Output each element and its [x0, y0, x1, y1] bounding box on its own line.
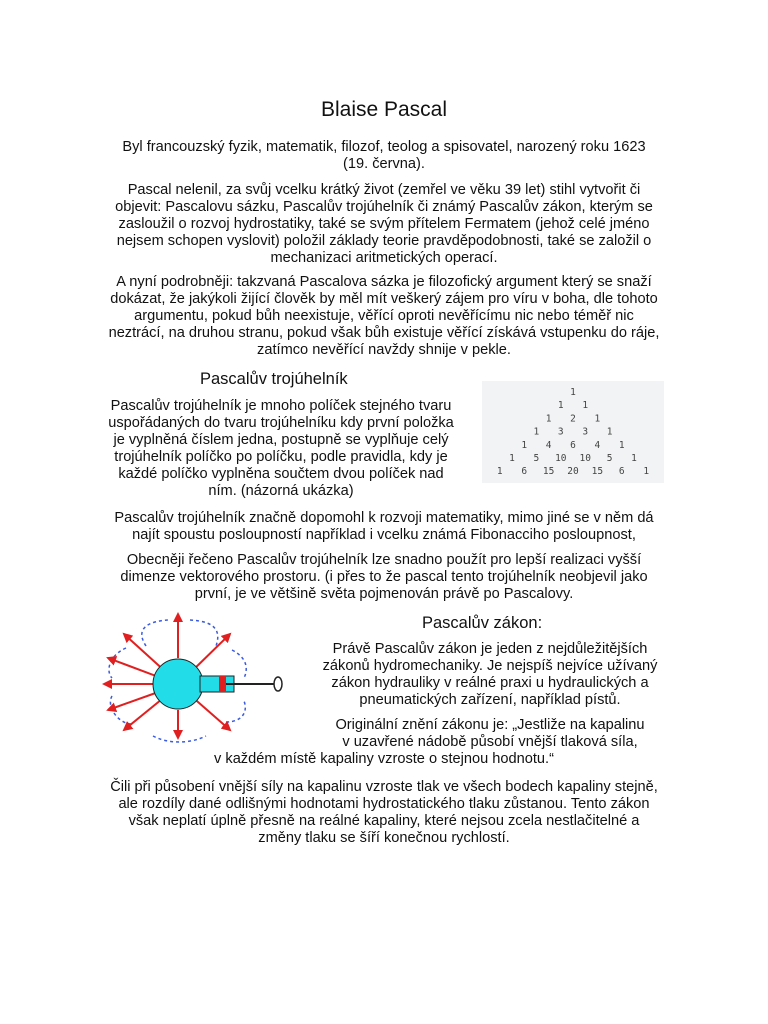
- fibonacci-paragraph: [0, 510, 768, 544]
- triangle-number: 1: [582, 400, 589, 412]
- biography-paragraph: [0, 182, 768, 267]
- text-line: dimenze vektorového prostoru. (i přes to že pascal tento trojúhelník neobjevil jako: [120, 569, 648, 585]
- text-line: ním. (názorná ukázka): [208, 483, 354, 499]
- triangle-number: 1: [618, 439, 625, 451]
- triangle-number: 1: [606, 426, 613, 438]
- text-line: první, je ve většině světa pojmenován právě po Pascalovy.: [194, 586, 574, 602]
- wager-paragraph: [0, 274, 768, 359]
- fluid-vessel: [153, 659, 282, 709]
- text-line: Obecněji řečeno Pascalův trojúhelník lze snadno použít pro lepší realizaci vyšší: [126, 552, 642, 568]
- text-line: objevit: Pascalovu sázku, Pascalův trojúhelník či známý Pascalův zákon, kterým se: [115, 199, 653, 215]
- vector-space-paragraph: [0, 552, 768, 603]
- triangle-number: 1: [496, 466, 503, 478]
- text-line: Pascal nelenil, za svůj vcelku krátký život (zemřel ve věku 39 let) stihl vytvořit či: [127, 182, 641, 198]
- text-line: pneumatických zařízení, například pístů.: [359, 692, 621, 708]
- text-line: však neplatí úplně přesně na reálné kapaliny, které nejsou zcela nestlačitelné a: [128, 813, 640, 829]
- text-line: argumentu, pokud bůh neexistuje, věřící oproti nevěřícímu nic nebo téměř nic: [134, 308, 634, 324]
- intro-line-1: Byl francouzský fyzik, matematik, filozof, teolog a spisovatel, narozený roku 1623: [122, 139, 646, 155]
- triangle-number: 10: [579, 453, 591, 464]
- law-quote-line-2: v uzavřené nádobě působí vnější tlaková síla,: [342, 734, 638, 750]
- triangle-number: 1: [643, 466, 650, 478]
- triangle-number: 4: [545, 439, 552, 451]
- law-quote-line-1: Originální znění zákonu je: „Jestliže na kapalinu: [335, 717, 645, 733]
- text-line: Čili při působení vnější síly na kapalinu vzroste tlak ve všech bodech kapaliny stejně,: [110, 779, 658, 795]
- text-line: najít spoustu posloupností například i vcelku známá Fibonacciho posloupnost,: [132, 527, 636, 543]
- text-line: nejsem schopen vyslovit) položil základy teorie pravděpodobnosti, také se založil o: [116, 233, 652, 249]
- final-paragraph: [0, 779, 768, 847]
- text-line: zatímco nevěřící navždy shnije v pekle.: [257, 342, 511, 358]
- text-line: trojúhelník políčko po políčku, podle pravidla, kdy je: [114, 449, 448, 465]
- page-title: Blaise Pascal: [320, 98, 448, 121]
- triangle-number: 5: [533, 453, 540, 464]
- law-description: [300, 641, 680, 709]
- triangle-number: 1: [631, 453, 637, 464]
- triangle-number: 15: [591, 466, 604, 478]
- law-quote-line-3: v každém místě kapaliny vzroste o stejnou hodnotu.“: [214, 751, 554, 767]
- triangle-number: 5: [606, 453, 613, 464]
- text-line: změny tlaku se šíří konečnou rychlostí.: [258, 830, 510, 846]
- triangle-number: 15: [542, 466, 555, 478]
- triangle-number: 10: [555, 453, 567, 464]
- triangle-heading: Pascalův trojúhelník: [200, 370, 348, 388]
- triangle-number: 1: [557, 400, 564, 412]
- triangle-number: 1: [594, 413, 601, 425]
- text-line: Pascalův trojúhelník značně dopomohl k rozvoji matematiky, mimo jiné se v něm dá: [114, 510, 654, 526]
- triangle-description: [86, 398, 476, 500]
- triangle-number: 6: [570, 439, 576, 451]
- triangle-number: 1: [570, 387, 576, 398]
- triangle-number: 20: [567, 466, 579, 478]
- pascal-law-diagram: [98, 606, 298, 746]
- text-line: je vyplněná číslem jedna, postupně se vyplňuje celý: [113, 432, 449, 448]
- text-line: neztrácí, na druhou stranu, pokud však bůh existuje věřící získává vstupenku do ráje,: [108, 325, 660, 341]
- triangle-number: 1: [545, 413, 552, 425]
- triangle-number: 2: [570, 413, 576, 425]
- triangle-number: 1: [521, 439, 528, 451]
- text-line: zákon hydrauliky v reálné praxi u hydraulických a: [331, 675, 649, 691]
- intro-paragraph: [0, 139, 768, 173]
- intro-line-2: (19. června).: [343, 156, 425, 172]
- text-line: zákonů hydromechaniky. Je nejspíš nejvíce užívaný: [322, 658, 658, 674]
- pascal-law-figure: [98, 606, 298, 746]
- text-line: každé políčko vyplněna součtem dvou políček nad: [118, 466, 444, 482]
- law-heading: Pascalův zákon:: [422, 614, 543, 632]
- triangle-number: 4: [594, 439, 601, 451]
- triangle-number: 3: [557, 426, 564, 438]
- triangle-number: 1: [509, 453, 515, 464]
- pascal-triangle-figure: [482, 381, 664, 483]
- triangle-number: 3: [582, 426, 589, 438]
- triangle-number: 1: [533, 426, 540, 438]
- triangle-number: 6: [618, 466, 625, 478]
- text-line: Pascalův trojúhelník je mnoho políček stejného tvaru: [110, 398, 452, 414]
- text-line: zasloužil o rozvoj hydrostatiky, také se svým přítelem Fermatem (jehož celé jméno: [118, 216, 650, 232]
- text-line: uspořádaných do tvaru trojúhelníku kdy první položka: [108, 415, 454, 431]
- triangle-number: 6: [521, 466, 528, 478]
- pascal-triangle-image: [482, 381, 664, 483]
- text-line: ale rozdíly dané odlišnými hodnotami hydrostatického tlaku zůstanou. Tento zákon: [118, 796, 650, 812]
- text-line: A nyní podrobněji: takzvaná Pascalova sázka je filozofický argument který se snaží: [116, 274, 652, 290]
- text-line: mechanizaci aritmetických operací.: [270, 250, 498, 266]
- text-line: Právě Pascalův zákon je jeden z nejdůležitějších: [332, 641, 648, 657]
- text-line: dokázat, že jakýkoli žijící člověk by měl mít veškerý zájem pro víru v boha, dle tohoto: [110, 291, 658, 307]
